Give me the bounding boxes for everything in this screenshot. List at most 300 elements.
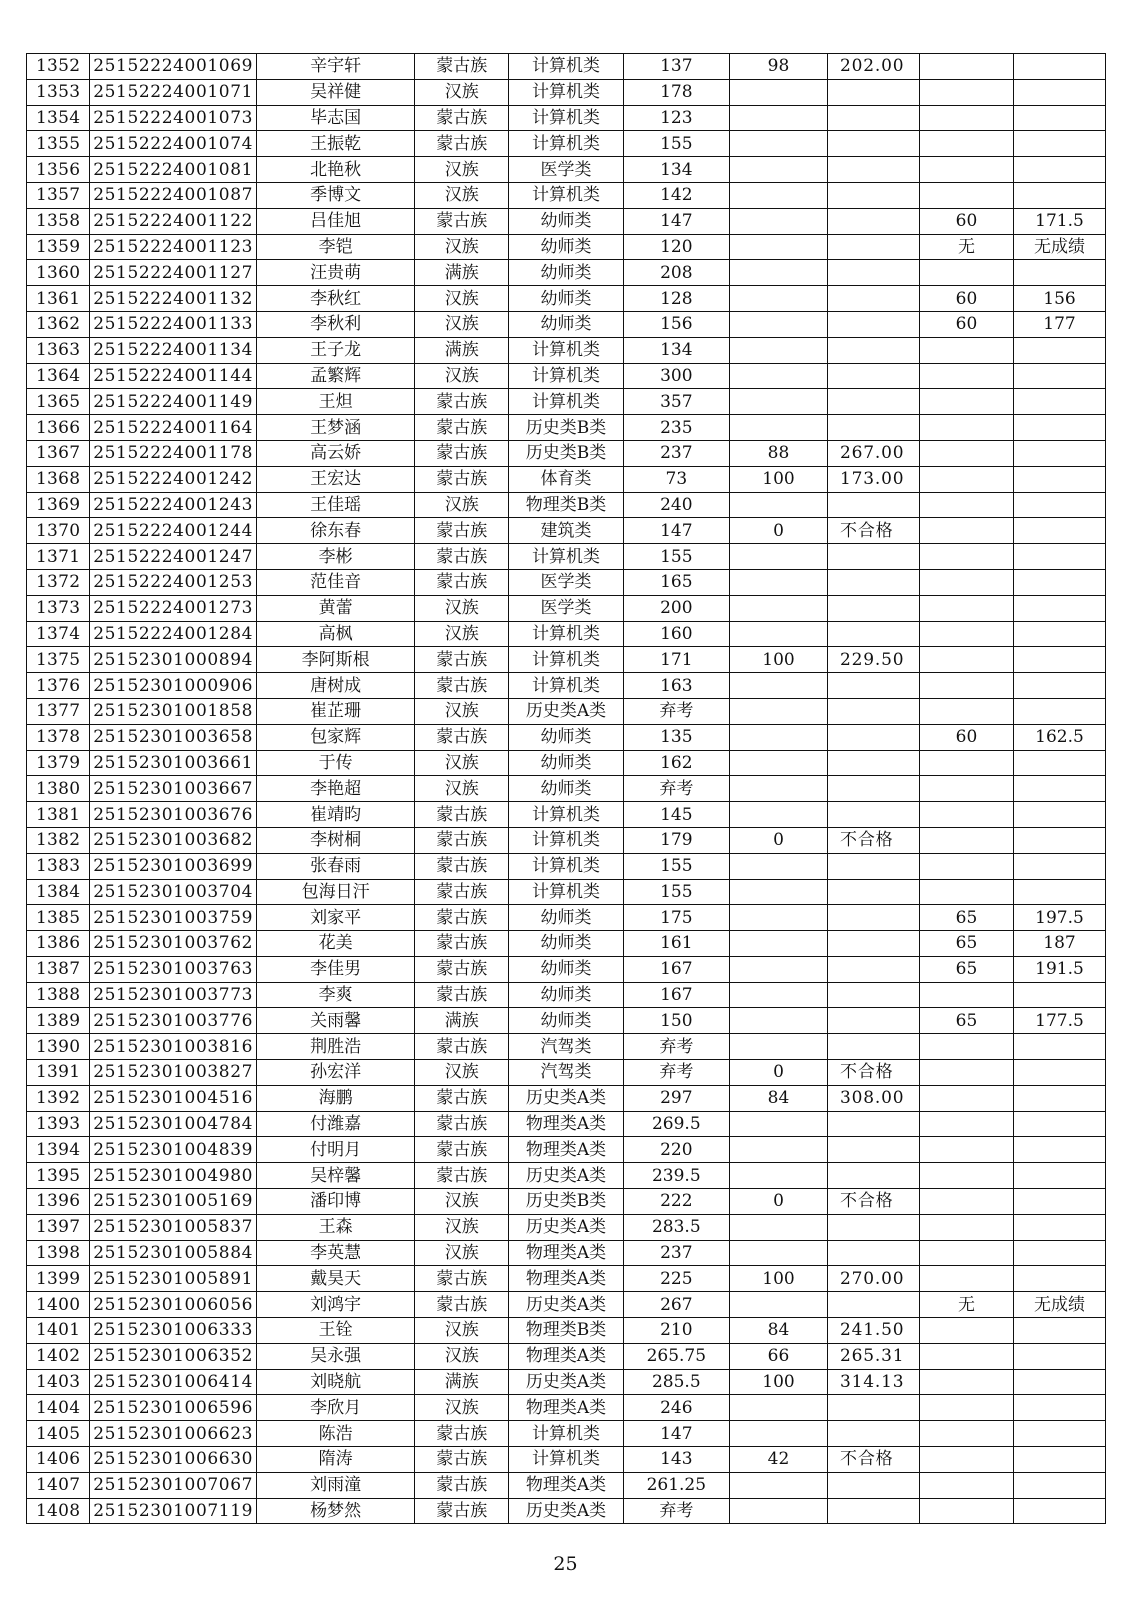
cell-interview-score xyxy=(919,802,1013,828)
cell-exam-id: 25152224001132 xyxy=(90,286,257,312)
cell-total-score: 不合格 xyxy=(828,1447,920,1473)
cell-total-score xyxy=(828,311,920,337)
cell-final-score xyxy=(1013,492,1105,518)
cell-seq-no: 1380 xyxy=(27,776,90,802)
table-row xyxy=(27,1421,1106,1447)
cell-ethnicity: 蒙古族 xyxy=(415,1111,509,1137)
cell-total-score xyxy=(828,363,920,389)
cell-ethnicity: 汉族 xyxy=(415,286,509,312)
cell-seq-no: 1358 xyxy=(27,208,90,234)
cell-interview-score xyxy=(919,982,1013,1008)
cell-exam-id: 25152301003827 xyxy=(90,1060,257,1086)
cell-culture-score: 261.25 xyxy=(623,1472,729,1498)
cell-name: 崔芷珊 xyxy=(256,698,414,724)
cell-seq-no: 1359 xyxy=(27,234,90,260)
cell-skill-score xyxy=(729,956,827,982)
table-row xyxy=(27,1240,1106,1266)
cell-seq-no: 1362 xyxy=(27,311,90,337)
cell-name: 包家辉 xyxy=(256,724,414,750)
cell-exam-id: 25152301003661 xyxy=(90,750,257,776)
cell-culture-score: 147 xyxy=(623,1421,729,1447)
cell-skill-score xyxy=(729,492,827,518)
cell-exam-id: 25152301006056 xyxy=(90,1292,257,1318)
cell-ethnicity: 蒙古族 xyxy=(415,105,509,131)
cell-seq-no: 1353 xyxy=(27,79,90,105)
cell-category: 物理类A类 xyxy=(509,1395,623,1421)
cell-seq-no: 1401 xyxy=(27,1318,90,1344)
cell-exam-id: 25152301006352 xyxy=(90,1343,257,1369)
cell-category: 计算机类 xyxy=(509,647,623,673)
cell-seq-no: 1386 xyxy=(27,931,90,957)
table-row xyxy=(27,595,1106,621)
cell-category: 幼师类 xyxy=(509,260,623,286)
cell-exam-id: 25152301003699 xyxy=(90,853,257,879)
cell-exam-id: 25152301004980 xyxy=(90,1163,257,1189)
cell-name: 荆胜浩 xyxy=(256,1034,414,1060)
cell-ethnicity: 汉族 xyxy=(415,698,509,724)
cell-seq-no: 1374 xyxy=(27,621,90,647)
cell-name: 隋涛 xyxy=(256,1447,414,1473)
cell-total-score: 314.13 xyxy=(828,1369,920,1395)
cell-exam-id: 25152224001284 xyxy=(90,621,257,647)
cell-skill-score xyxy=(729,724,827,750)
table-row xyxy=(27,1137,1106,1163)
cell-culture-score: 200 xyxy=(623,595,729,621)
cell-ethnicity: 蒙古族 xyxy=(415,1498,509,1524)
table-row xyxy=(27,518,1106,544)
cell-seq-no: 1371 xyxy=(27,544,90,570)
table-row xyxy=(27,440,1106,466)
cell-culture-score: 142 xyxy=(623,182,729,208)
cell-exam-id: 25152301006333 xyxy=(90,1318,257,1344)
cell-ethnicity: 蒙古族 xyxy=(415,647,509,673)
cell-culture-score: 137 xyxy=(623,54,729,80)
cell-ethnicity: 汉族 xyxy=(415,750,509,776)
cell-culture-score: 155 xyxy=(623,131,729,157)
cell-name: 李秋红 xyxy=(256,286,414,312)
cell-seq-no: 1395 xyxy=(27,1163,90,1189)
cell-name: 李铠 xyxy=(256,234,414,260)
cell-seq-no: 1363 xyxy=(27,337,90,363)
cell-skill-score: 42 xyxy=(729,1447,827,1473)
cell-interview-score xyxy=(919,853,1013,879)
cell-seq-no: 1384 xyxy=(27,879,90,905)
cell-interview-score: 65 xyxy=(919,905,1013,931)
cell-skill-score xyxy=(729,1472,827,1498)
cell-exam-id: 25152301003704 xyxy=(90,879,257,905)
cell-total-score xyxy=(828,105,920,131)
cell-ethnicity: 汉族 xyxy=(415,492,509,518)
cell-ethnicity: 蒙古族 xyxy=(415,466,509,492)
cell-interview-score xyxy=(919,1318,1013,1344)
cell-category: 历史类B类 xyxy=(509,1189,623,1215)
cell-interview-score xyxy=(919,131,1013,157)
table-row xyxy=(27,698,1106,724)
cell-seq-no: 1403 xyxy=(27,1369,90,1395)
cell-category: 历史类A类 xyxy=(509,1292,623,1318)
cell-final-score xyxy=(1013,621,1105,647)
cell-total-score xyxy=(828,415,920,441)
cell-category: 体育类 xyxy=(509,466,623,492)
cell-seq-no: 1394 xyxy=(27,1137,90,1163)
cell-interview-score xyxy=(919,776,1013,802)
cell-seq-no: 1370 xyxy=(27,518,90,544)
cell-name: 王梦涵 xyxy=(256,415,414,441)
cell-name: 徐东春 xyxy=(256,518,414,544)
cell-culture-score: 300 xyxy=(623,363,729,389)
cell-skill-score xyxy=(729,1034,827,1060)
cell-name: 刘家平 xyxy=(256,905,414,931)
cell-exam-id: 25152224001243 xyxy=(90,492,257,518)
cell-name: 崔靖昀 xyxy=(256,802,414,828)
cell-ethnicity: 汉族 xyxy=(415,311,509,337)
cell-seq-no: 1392 xyxy=(27,1085,90,1111)
cell-exam-id: 25152224001069 xyxy=(90,54,257,80)
cell-skill-score xyxy=(729,879,827,905)
cell-ethnicity: 蒙古族 xyxy=(415,131,509,157)
score-table xyxy=(26,53,1106,1524)
cell-seq-no: 1390 xyxy=(27,1034,90,1060)
cell-culture-score: 267 xyxy=(623,1292,729,1318)
cell-interview-score xyxy=(919,827,1013,853)
cell-final-score: 156 xyxy=(1013,286,1105,312)
cell-seq-no: 1406 xyxy=(27,1447,90,1473)
cell-skill-score xyxy=(729,1214,827,1240)
cell-final-score xyxy=(1013,466,1105,492)
cell-exam-id: 25152301005169 xyxy=(90,1189,257,1215)
cell-ethnicity: 蒙古族 xyxy=(415,440,509,466)
cell-final-score: 162.5 xyxy=(1013,724,1105,750)
cell-skill-score xyxy=(729,260,827,286)
cell-total-score xyxy=(828,157,920,183)
table-row xyxy=(27,1163,1106,1189)
cell-category: 历史类A类 xyxy=(509,1214,623,1240)
cell-culture-score: 弃考 xyxy=(623,1498,729,1524)
cell-final-score: 177.5 xyxy=(1013,1008,1105,1034)
cell-name: 季博文 xyxy=(256,182,414,208)
cell-interview-score xyxy=(919,1240,1013,1266)
cell-seq-no: 1375 xyxy=(27,647,90,673)
cell-culture-score: 237 xyxy=(623,1240,729,1266)
cell-final-score xyxy=(1013,1369,1105,1395)
cell-ethnicity: 蒙古族 xyxy=(415,544,509,570)
cell-total-score xyxy=(828,234,920,260)
cell-final-score xyxy=(1013,1498,1105,1524)
cell-total-score xyxy=(828,698,920,724)
cell-skill-score xyxy=(729,905,827,931)
cell-total-score xyxy=(828,1163,920,1189)
cell-final-score: 191.5 xyxy=(1013,956,1105,982)
cell-culture-score: 167 xyxy=(623,982,729,1008)
cell-exam-id: 25152301006596 xyxy=(90,1395,257,1421)
cell-exam-id: 25152224001273 xyxy=(90,595,257,621)
cell-seq-no: 1389 xyxy=(27,1008,90,1034)
cell-ethnicity: 蒙古族 xyxy=(415,518,509,544)
cell-ethnicity: 汉族 xyxy=(415,621,509,647)
cell-seq-no: 1402 xyxy=(27,1343,90,1369)
cell-seq-no: 1405 xyxy=(27,1421,90,1447)
cell-culture-score: 220 xyxy=(623,1137,729,1163)
cell-skill-score xyxy=(729,415,827,441)
table-row xyxy=(27,647,1106,673)
cell-final-score xyxy=(1013,647,1105,673)
cell-category: 物理类A类 xyxy=(509,1472,623,1498)
cell-culture-score: 150 xyxy=(623,1008,729,1034)
table-row xyxy=(27,415,1106,441)
cell-category: 计算机类 xyxy=(509,105,623,131)
cell-category: 幼师类 xyxy=(509,1008,623,1034)
cell-exam-id: 25152301007067 xyxy=(90,1472,257,1498)
cell-culture-score: 128 xyxy=(623,286,729,312)
cell-total-score: 173.00 xyxy=(828,466,920,492)
cell-total-score xyxy=(828,750,920,776)
cell-exam-id: 25152301003816 xyxy=(90,1034,257,1060)
cell-culture-score: 237 xyxy=(623,440,729,466)
cell-skill-score xyxy=(729,544,827,570)
cell-final-score xyxy=(1013,1163,1105,1189)
table-row xyxy=(27,1266,1106,1292)
cell-exam-id: 25152224001242 xyxy=(90,466,257,492)
cell-final-score xyxy=(1013,1395,1105,1421)
cell-name: 吴永强 xyxy=(256,1343,414,1369)
cell-final-score xyxy=(1013,1421,1105,1447)
cell-interview-score xyxy=(919,1369,1013,1395)
cell-skill-score xyxy=(729,311,827,337)
cell-interview-score xyxy=(919,1395,1013,1421)
cell-skill-score xyxy=(729,776,827,802)
cell-skill-score xyxy=(729,1421,827,1447)
cell-category: 幼师类 xyxy=(509,982,623,1008)
cell-seq-no: 1355 xyxy=(27,131,90,157)
cell-total-score: 265.31 xyxy=(828,1343,920,1369)
cell-final-score xyxy=(1013,802,1105,828)
cell-seq-no: 1387 xyxy=(27,956,90,982)
table-row xyxy=(27,1498,1106,1524)
cell-interview-score xyxy=(919,79,1013,105)
cell-total-score xyxy=(828,1421,920,1447)
table-row xyxy=(27,724,1106,750)
cell-culture-score: 178 xyxy=(623,79,729,105)
cell-category: 历史类A类 xyxy=(509,698,623,724)
table-row xyxy=(27,544,1106,570)
cell-skill-score xyxy=(729,208,827,234)
table-row xyxy=(27,157,1106,183)
cell-total-score xyxy=(828,1395,920,1421)
cell-exam-id: 25152224001074 xyxy=(90,131,257,157)
cell-final-score xyxy=(1013,827,1105,853)
table-row xyxy=(27,879,1106,905)
cell-final-score: 197.5 xyxy=(1013,905,1105,931)
cell-ethnicity: 蒙古族 xyxy=(415,956,509,982)
cell-total-score xyxy=(828,260,920,286)
cell-interview-score xyxy=(919,389,1013,415)
cell-name: 陈浩 xyxy=(256,1421,414,1447)
cell-seq-no: 1364 xyxy=(27,363,90,389)
cell-exam-id: 25152301006414 xyxy=(90,1369,257,1395)
cell-exam-id: 25152224001178 xyxy=(90,440,257,466)
table-row xyxy=(27,673,1106,699)
cell-exam-id: 25152224001073 xyxy=(90,105,257,131)
cell-name: 付明月 xyxy=(256,1137,414,1163)
cell-exam-id: 25152301000894 xyxy=(90,647,257,673)
cell-interview-score xyxy=(919,621,1013,647)
cell-name: 李彬 xyxy=(256,544,414,570)
cell-final-score xyxy=(1013,595,1105,621)
cell-interview-score xyxy=(919,1085,1013,1111)
cell-seq-no: 1391 xyxy=(27,1060,90,1086)
cell-ethnicity: 汉族 xyxy=(415,1189,509,1215)
cell-culture-score: 160 xyxy=(623,621,729,647)
cell-name: 汪贵萌 xyxy=(256,260,414,286)
cell-exam-id: 25152224001134 xyxy=(90,337,257,363)
cell-final-score xyxy=(1013,337,1105,363)
table-row xyxy=(27,1292,1106,1318)
cell-skill-score xyxy=(729,1240,827,1266)
cell-name: 王子龙 xyxy=(256,337,414,363)
cell-skill-score xyxy=(729,569,827,595)
cell-category: 幼师类 xyxy=(509,956,623,982)
cell-category: 计算机类 xyxy=(509,337,623,363)
cell-category: 物理类A类 xyxy=(509,1111,623,1137)
cell-name: 李树桐 xyxy=(256,827,414,853)
cell-ethnicity: 汉族 xyxy=(415,1395,509,1421)
cell-ethnicity: 汉族 xyxy=(415,1060,509,1086)
cell-category: 幼师类 xyxy=(509,724,623,750)
cell-total-score xyxy=(828,131,920,157)
cell-culture-score: 161 xyxy=(623,931,729,957)
cell-total-score xyxy=(828,1137,920,1163)
cell-exam-id: 25152301005837 xyxy=(90,1214,257,1240)
table-row xyxy=(27,1034,1106,1060)
cell-category: 物理类A类 xyxy=(509,1137,623,1163)
cell-culture-score: 123 xyxy=(623,105,729,131)
cell-interview-score xyxy=(919,1214,1013,1240)
cell-final-score xyxy=(1013,1137,1105,1163)
cell-ethnicity: 汉族 xyxy=(415,363,509,389)
cell-culture-score: 155 xyxy=(623,853,729,879)
cell-ethnicity: 蒙古族 xyxy=(415,1266,509,1292)
cell-skill-score: 100 xyxy=(729,466,827,492)
cell-ethnicity: 蒙古族 xyxy=(415,389,509,415)
cell-ethnicity: 满族 xyxy=(415,1008,509,1034)
cell-exam-id: 25152301004784 xyxy=(90,1111,257,1137)
cell-culture-score: 155 xyxy=(623,879,729,905)
cell-final-score xyxy=(1013,673,1105,699)
cell-final-score xyxy=(1013,105,1105,131)
cell-skill-score xyxy=(729,157,827,183)
cell-seq-no: 1408 xyxy=(27,1498,90,1524)
cell-culture-score: 156 xyxy=(623,311,729,337)
cell-seq-no: 1361 xyxy=(27,286,90,312)
cell-final-score xyxy=(1013,440,1105,466)
cell-seq-no: 1385 xyxy=(27,905,90,931)
cell-total-score xyxy=(828,1111,920,1137)
table-row xyxy=(27,853,1106,879)
cell-name: 王佳瑶 xyxy=(256,492,414,518)
cell-name: 吴祥健 xyxy=(256,79,414,105)
cell-culture-score: 弃考 xyxy=(623,698,729,724)
cell-seq-no: 1352 xyxy=(27,54,90,80)
cell-name: 王振乾 xyxy=(256,131,414,157)
cell-category: 计算机类 xyxy=(509,827,623,853)
cell-exam-id: 25152224001244 xyxy=(90,518,257,544)
cell-ethnicity: 汉族 xyxy=(415,1240,509,1266)
cell-skill-score: 0 xyxy=(729,518,827,544)
cell-culture-score: 285.5 xyxy=(623,1369,729,1395)
table-row xyxy=(27,337,1106,363)
cell-culture-score: 235 xyxy=(623,415,729,441)
table-row xyxy=(27,234,1106,260)
cell-ethnicity: 蒙古族 xyxy=(415,905,509,931)
cell-name: 高枫 xyxy=(256,621,414,647)
cell-culture-score: 265.75 xyxy=(623,1343,729,1369)
table-row xyxy=(27,1085,1106,1111)
cell-category: 历史类A类 xyxy=(509,1163,623,1189)
cell-name: 海鹏 xyxy=(256,1085,414,1111)
cell-seq-no: 1376 xyxy=(27,673,90,699)
cell-final-score xyxy=(1013,698,1105,724)
cell-final-score xyxy=(1013,1318,1105,1344)
table-row xyxy=(27,311,1106,337)
cell-category: 计算机类 xyxy=(509,131,623,157)
cell-exam-id: 25152224001087 xyxy=(90,182,257,208)
cell-interview-score xyxy=(919,879,1013,905)
cell-final-score xyxy=(1013,1472,1105,1498)
table-row xyxy=(27,208,1106,234)
cell-name: 李秋利 xyxy=(256,311,414,337)
cell-skill-score xyxy=(729,698,827,724)
cell-name: 李艳超 xyxy=(256,776,414,802)
table-row xyxy=(27,621,1106,647)
cell-total-score xyxy=(828,182,920,208)
cell-skill-score xyxy=(729,1498,827,1524)
cell-final-score xyxy=(1013,776,1105,802)
cell-exam-id: 25152301007119 xyxy=(90,1498,257,1524)
cell-interview-score xyxy=(919,1137,1013,1163)
cell-ethnicity: 蒙古族 xyxy=(415,1085,509,1111)
cell-total-score xyxy=(828,931,920,957)
cell-category: 计算机类 xyxy=(509,544,623,570)
cell-final-score xyxy=(1013,544,1105,570)
cell-category: 计算机类 xyxy=(509,79,623,105)
cell-name: 孙宏洋 xyxy=(256,1060,414,1086)
cell-category: 幼师类 xyxy=(509,208,623,234)
cell-interview-score xyxy=(919,1498,1013,1524)
cell-interview-score xyxy=(919,1163,1013,1189)
cell-name: 王宏达 xyxy=(256,466,414,492)
cell-name: 辛宇轩 xyxy=(256,54,414,80)
cell-seq-no: 1360 xyxy=(27,260,90,286)
cell-interview-score xyxy=(919,182,1013,208)
cell-total-score: 267.00 xyxy=(828,440,920,466)
cell-seq-no: 1398 xyxy=(27,1240,90,1266)
cell-exam-id: 25152224001247 xyxy=(90,544,257,570)
cell-culture-score: 165 xyxy=(623,569,729,595)
cell-culture-score: 弃考 xyxy=(623,1034,729,1060)
cell-ethnicity: 汉族 xyxy=(415,182,509,208)
cell-total-score xyxy=(828,1292,920,1318)
page-number: 25 xyxy=(553,1553,578,1575)
cell-exam-id: 25152301003676 xyxy=(90,802,257,828)
cell-exam-id: 25152301003762 xyxy=(90,931,257,957)
cell-exam-id: 25152224001127 xyxy=(90,260,257,286)
cell-final-score: 187 xyxy=(1013,931,1105,957)
cell-seq-no: 1378 xyxy=(27,724,90,750)
cell-final-score xyxy=(1013,415,1105,441)
cell-skill-score xyxy=(729,1111,827,1137)
cell-skill-score: 100 xyxy=(729,1266,827,1292)
cell-final-score xyxy=(1013,1343,1105,1369)
